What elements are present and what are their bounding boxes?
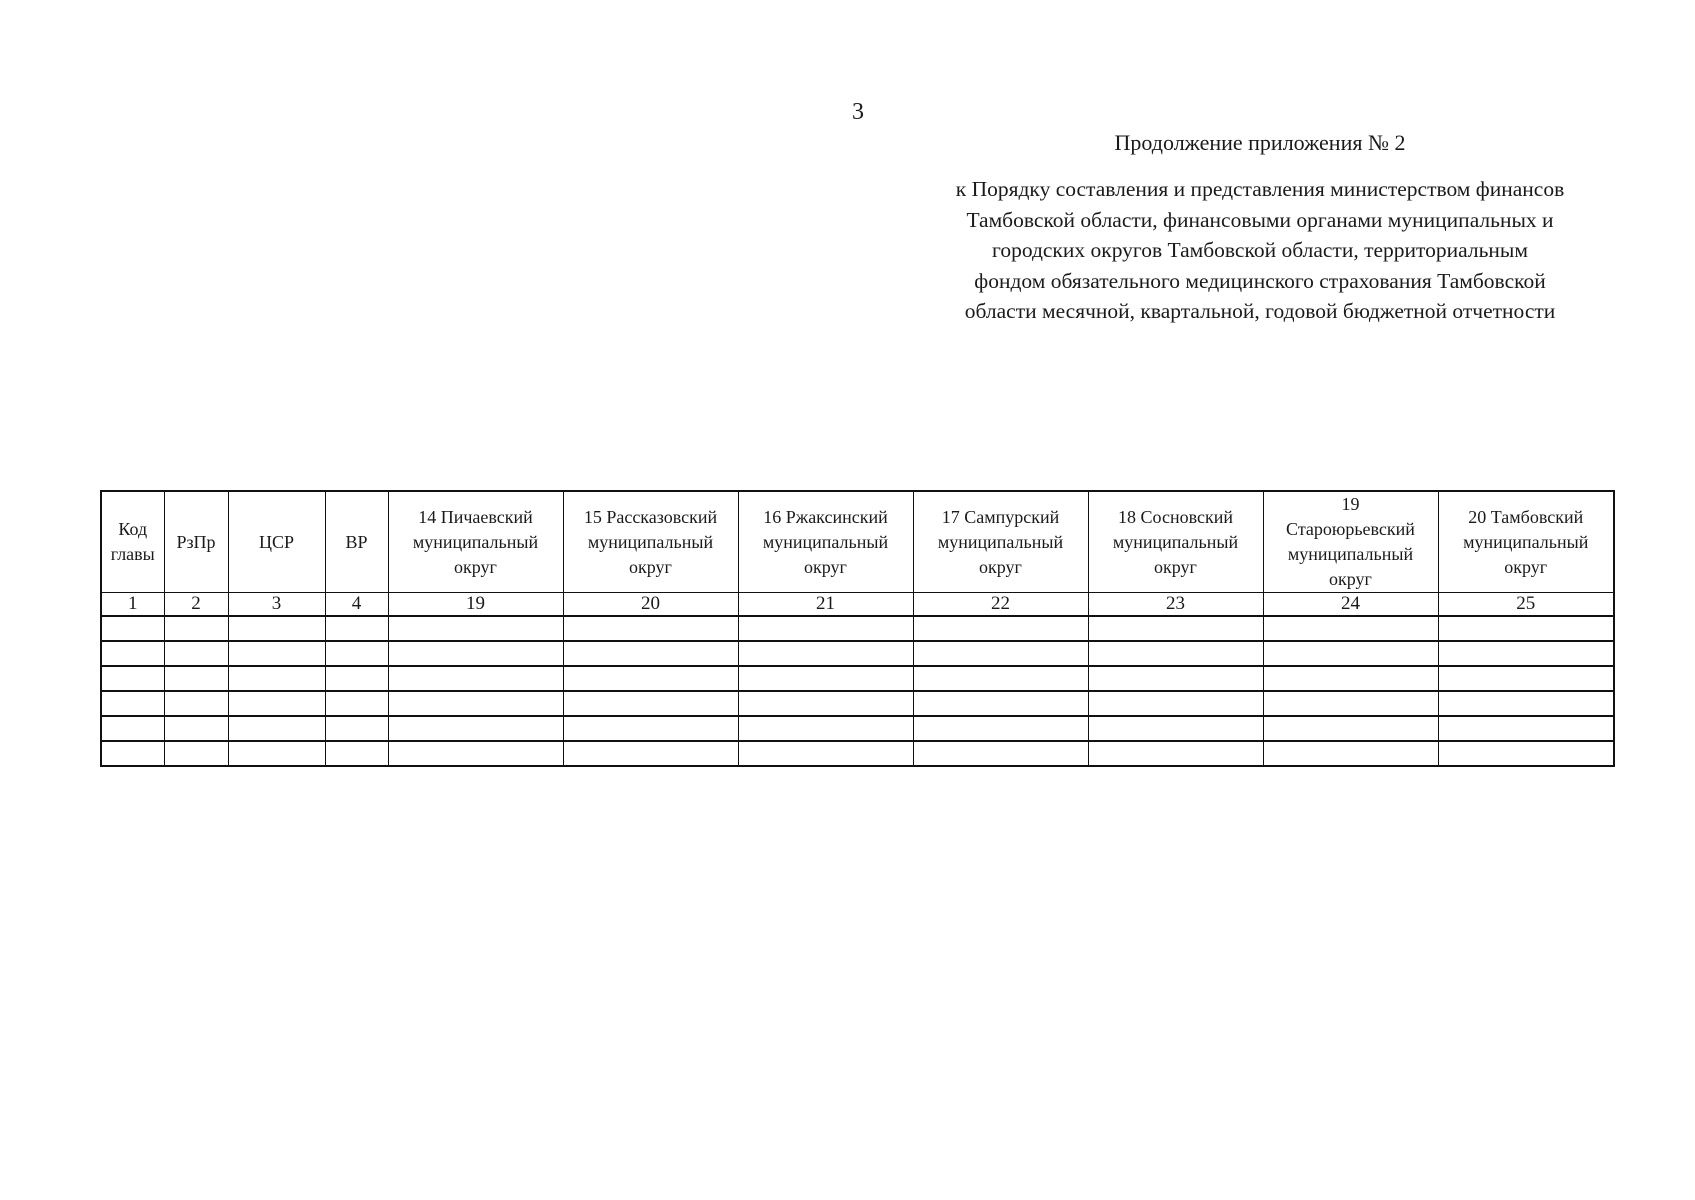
table-cell bbox=[164, 716, 228, 741]
table-row bbox=[101, 616, 1614, 641]
table-cell bbox=[1088, 716, 1263, 741]
table-cell bbox=[563, 741, 738, 766]
table-cell bbox=[738, 741, 913, 766]
column-header-line: 19 bbox=[1341, 494, 1360, 514]
table-cell bbox=[164, 691, 228, 716]
column-header bbox=[1263, 491, 1438, 593]
column-header-line: округ bbox=[629, 556, 672, 577]
table-cell bbox=[1263, 741, 1438, 766]
column-header bbox=[1088, 491, 1263, 593]
table-cell bbox=[325, 641, 388, 666]
column-header bbox=[1438, 491, 1614, 593]
table-cell bbox=[738, 641, 913, 666]
table-cell bbox=[164, 616, 228, 641]
column-header-line: муниципальный bbox=[1112, 531, 1239, 552]
column-number: 24 bbox=[1263, 593, 1438, 617]
column-header bbox=[101, 491, 164, 593]
appendix-subtitle-line: области месячной, квартальной, годовой бюджетной отчетности bbox=[964, 299, 1556, 323]
table-cell bbox=[738, 691, 913, 716]
table-cell bbox=[325, 616, 388, 641]
table-cell bbox=[101, 691, 164, 716]
table-cell bbox=[1263, 641, 1438, 666]
table-cell bbox=[563, 616, 738, 641]
table-cell bbox=[913, 691, 1088, 716]
table-cell bbox=[1088, 741, 1263, 766]
column-number: 20 bbox=[563, 593, 738, 617]
table-cell bbox=[1263, 616, 1438, 641]
table-cell bbox=[101, 741, 164, 766]
column-header-line: муниципальный bbox=[412, 531, 539, 552]
appendix-subtitle-line: городских округов Тамбовской области, территориальным bbox=[992, 238, 1528, 262]
table-cell bbox=[738, 716, 913, 741]
table-cell bbox=[1088, 691, 1263, 716]
column-header-line: округ bbox=[1154, 556, 1197, 577]
table-row bbox=[101, 666, 1614, 691]
column-header-line: округ bbox=[1329, 569, 1372, 589]
column-number: 25 bbox=[1438, 593, 1614, 617]
column-header-line: 15 Рассказовский bbox=[583, 506, 718, 527]
column-number-row bbox=[101, 593, 1614, 617]
table-cell bbox=[101, 616, 164, 641]
table-cell bbox=[164, 641, 228, 666]
column-header-line: округ bbox=[454, 556, 497, 577]
table-cell bbox=[388, 691, 563, 716]
column-header-line: муниципальный bbox=[1463, 531, 1589, 552]
column-header-line: Староюрьевский bbox=[1286, 519, 1415, 539]
column-number: 1 bbox=[101, 593, 164, 617]
column-header-line: 16 Ржаксинский bbox=[763, 506, 888, 527]
table-cell bbox=[913, 641, 1088, 666]
column-number: 21 bbox=[738, 593, 913, 617]
column-header-line: муниципальный bbox=[937, 531, 1064, 552]
column-header bbox=[388, 491, 563, 593]
table-cell bbox=[1438, 616, 1614, 641]
table-row bbox=[101, 741, 1614, 766]
table-row bbox=[101, 716, 1614, 741]
appendix-subtitle-line: к Порядку составления и представления министерством финансов bbox=[955, 177, 1565, 201]
table-cell bbox=[563, 666, 738, 691]
column-header-line: 14 Пичаевский bbox=[418, 506, 533, 527]
column-header-line: главы bbox=[110, 544, 155, 564]
table-cell bbox=[738, 666, 913, 691]
table-cell bbox=[164, 741, 228, 766]
report-table bbox=[100, 490, 1615, 767]
table-cell bbox=[1263, 666, 1438, 691]
column-header-line: 17 Сампурский bbox=[941, 506, 1060, 527]
table-cell bbox=[913, 741, 1088, 766]
table-cell bbox=[388, 641, 563, 666]
table-cell bbox=[738, 616, 913, 641]
column-header-line: муниципальный bbox=[762, 531, 889, 552]
column-header-line: муниципальный bbox=[1287, 544, 1414, 564]
table-cell bbox=[325, 716, 388, 741]
table-cell bbox=[913, 666, 1088, 691]
column-header-line: муниципальный bbox=[587, 531, 714, 552]
column-header-line: Код bbox=[118, 519, 148, 539]
table-cell bbox=[913, 716, 1088, 741]
table-cell bbox=[1088, 641, 1263, 666]
table-cell bbox=[228, 641, 325, 666]
table-cell bbox=[1088, 616, 1263, 641]
column-header bbox=[325, 491, 388, 593]
table-cell bbox=[1263, 716, 1438, 741]
table-cell bbox=[325, 691, 388, 716]
column-number: 4 bbox=[325, 593, 388, 617]
table-cell bbox=[1438, 691, 1614, 716]
column-header-line: ЦСР bbox=[258, 531, 294, 552]
table-cell bbox=[1438, 741, 1614, 766]
table-cell bbox=[101, 716, 164, 741]
column-header-line: РзПр bbox=[176, 531, 216, 552]
column-number: 22 bbox=[913, 593, 1088, 617]
table-cell bbox=[563, 691, 738, 716]
table-cell bbox=[1438, 641, 1614, 666]
table-cell bbox=[388, 616, 563, 641]
table-row bbox=[101, 691, 1614, 716]
appendix-subtitle-line: Тамбовской области, финансовыми органами муниципальных и bbox=[966, 207, 1554, 232]
table-cell bbox=[228, 616, 325, 641]
column-header-line: ВР bbox=[345, 531, 368, 552]
column-header bbox=[228, 491, 325, 593]
table-cell bbox=[388, 716, 563, 741]
table-cell bbox=[913, 616, 1088, 641]
table-header bbox=[101, 491, 1614, 593]
table-cell bbox=[164, 666, 228, 691]
column-header bbox=[164, 491, 228, 593]
table-body bbox=[101, 593, 1614, 767]
column-number: 19 bbox=[388, 593, 563, 617]
table-cell bbox=[101, 641, 164, 666]
column-header-line: 20 Тамбовский bbox=[1468, 506, 1584, 527]
column-header-line: округ bbox=[979, 556, 1022, 577]
column-number: 23 bbox=[1088, 593, 1263, 617]
table-cell bbox=[228, 691, 325, 716]
header-row bbox=[101, 491, 1614, 593]
table-cell bbox=[228, 666, 325, 691]
column-header bbox=[563, 491, 738, 593]
table-cell bbox=[388, 666, 563, 691]
page-number: 3 bbox=[852, 99, 864, 125]
table-cell bbox=[563, 716, 738, 741]
table-cell bbox=[101, 666, 164, 691]
table-row bbox=[101, 641, 1614, 666]
column-header-line: округ bbox=[1504, 556, 1548, 577]
table-cell bbox=[1088, 666, 1263, 691]
appendix-subtitle-line: фондом обязательного медицинского страхования Тамбовской bbox=[974, 268, 1546, 293]
table-cell bbox=[325, 666, 388, 691]
table-cell bbox=[1438, 716, 1614, 741]
appendix-title: Продолжение приложения № 2 bbox=[1114, 130, 1406, 155]
column-number: 3 bbox=[228, 593, 325, 617]
column-header bbox=[738, 491, 913, 593]
column-header-line: 18 Сосновский bbox=[1118, 506, 1233, 527]
column-header-line: округ bbox=[804, 556, 847, 577]
table-cell bbox=[1263, 691, 1438, 716]
table-cell bbox=[228, 741, 325, 766]
appendix-subtitle bbox=[900, 174, 1620, 327]
column-number: 2 bbox=[164, 593, 228, 617]
table-cell bbox=[388, 741, 563, 766]
table-cell bbox=[228, 716, 325, 741]
column-header bbox=[913, 491, 1088, 593]
table-cell bbox=[1438, 666, 1614, 691]
table-cell bbox=[325, 741, 388, 766]
table-cell bbox=[563, 641, 738, 666]
